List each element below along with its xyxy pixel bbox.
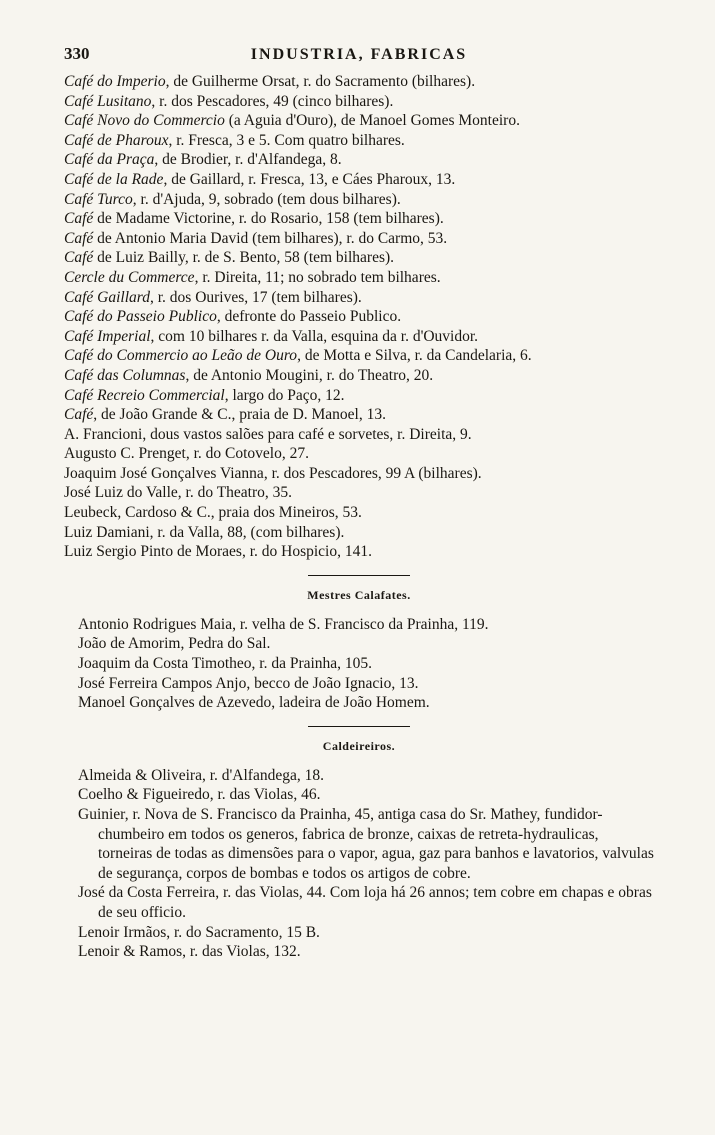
- entry-details: , r. do Theatro, 35.: [177, 484, 293, 502]
- entry-name: Café das Columnas: [64, 366, 186, 384]
- page-number: 330: [64, 44, 90, 63]
- list-item: José Ferreira Campos Anjo, becco de João Ignacio, 13.: [78, 674, 419, 692]
- list-item: [64, 503, 654, 523]
- entry-name: Café Turco: [64, 190, 133, 208]
- list-item: [64, 229, 654, 249]
- entry-details: , dous vastos salões para café e sorvetes, r. Direita, 9.: [142, 425, 472, 443]
- list-item: [64, 111, 654, 131]
- entry-name: Augusto C. Prenget: [64, 445, 186, 463]
- entry-name: Café: [64, 210, 94, 228]
- entry-name: Café de Pharoux: [64, 131, 169, 149]
- cafe-list: [64, 72, 654, 562]
- entry-name: Café Imperial: [64, 327, 151, 345]
- entry-details: , defronte do Passeio Publico.: [216, 308, 402, 326]
- list-item: [64, 483, 654, 503]
- list-item: [64, 425, 654, 445]
- list-item: [64, 92, 654, 112]
- entry-details: , de João Grande & C., praia de D. Manoel, 13.: [93, 406, 386, 424]
- entry-name: Leubeck, Cardoso & C.: [64, 504, 211, 522]
- list-item: [64, 444, 654, 464]
- entry-details: , r. da Valla, 88, (com bilhares).: [149, 523, 345, 541]
- entry-name: Café Gaillard: [64, 288, 150, 306]
- list-item: Manoel Gonçalves de Azevedo, ladeira de João Homem.: [78, 694, 430, 712]
- list-item: Coelho & Figueiredo, r. das Violas, 46.: [78, 786, 321, 804]
- list-item: [64, 542, 654, 562]
- entry-details: (a Aguia d'Ouro), de Manoel Gomes Monteiro.: [224, 112, 520, 130]
- entry-details: , praia dos Mineiros, 53.: [210, 504, 362, 522]
- list-item: [64, 405, 654, 425]
- entry-name: Cercle du Commerce: [64, 268, 195, 286]
- list-item: [64, 386, 654, 406]
- running-head: INDUSTRIA, FABRICAS: [250, 46, 468, 63]
- entry-details: , de Guilherme Orsat, r. do Sacramento (bilhares).: [165, 73, 476, 90]
- list-item: [64, 288, 654, 308]
- list-item: [64, 248, 654, 268]
- list-item: Lenoir Irmãos, r. do Sacramento, 15 B.: [78, 923, 320, 941]
- entry-name: Café: [64, 249, 94, 267]
- list-item: João de Amorim, Pedra do Sal.: [78, 635, 271, 653]
- list-item: [64, 150, 654, 170]
- list-item: Antonio Rodrigues Maia, r. velha de S. Francisco da Prainha, 119.: [78, 615, 489, 633]
- entry-details: , de Gaillard, r. Fresca, 13, e Cáes Pharoux, 13.: [163, 170, 456, 188]
- entry-details: , de Antonio Mougini, r. do Theatro, 20.: [185, 366, 434, 384]
- list-item: Lenoir & Ramos, r. das Violas, 132.: [78, 943, 301, 961]
- list-item: José da Costa Ferreira, r. das Violas, 44. Com loja há 26 annos; tem cobre em chapas e obras de seu officio.: [78, 884, 652, 921]
- list-item: Almeida & Oliveira, r. d'Alfandega, 18.: [78, 766, 324, 784]
- entry-details: , r. dos Pescadores, 99 A (bilhares).: [263, 464, 482, 482]
- section-title-caldeireiros: Caldeireiros.: [322, 738, 396, 753]
- entry-name: Joaquim José Gonçalves Vianna: [64, 464, 264, 482]
- list-item: [64, 464, 654, 484]
- entry-name: Café da Praça: [64, 151, 155, 169]
- list-item: [64, 307, 654, 327]
- entry-name: Café de la Rade: [64, 170, 164, 188]
- list-item: [64, 366, 654, 386]
- entry-details: , com 10 bilhares r. da Valla, esquina da r. d'Ouvidor.: [150, 327, 479, 345]
- list-item: [64, 327, 654, 347]
- entry-details: , r. Fresca, 3 e 5. Com quatro bilhares.: [168, 131, 405, 149]
- entry-name: Luiz Damiani: [64, 523, 150, 541]
- list-item: [64, 190, 654, 210]
- entry-name: Café Lusitano: [64, 92, 152, 110]
- list-item: [64, 72, 654, 92]
- document-page: [64, 44, 654, 962]
- entry-details: , r. dos Ourives, 17 (tem bilhares).: [149, 288, 362, 306]
- list-item: [64, 209, 654, 229]
- list-item: [64, 268, 654, 288]
- entry-name: Luiz Sergio Pinto de Moraes: [64, 543, 242, 561]
- entry-details: de Luiz Bailly, r. de S. Bento, 58 (tem bilhares).: [93, 249, 395, 267]
- entry-name: Café Novo do Commercio: [64, 112, 225, 130]
- entry-details: de Antonio Maria David (tem bilhares), r. do Carmo, 53.: [93, 229, 448, 247]
- entry-name: Café Recreio Commercial: [64, 386, 225, 404]
- entry-name: Café do Commercio ao Leão de Ouro: [64, 347, 298, 365]
- entry-details: , largo do Paço, 12.: [224, 386, 345, 404]
- entry-details: , r. do Cotovelo, 27.: [185, 445, 309, 463]
- list-item: [64, 523, 654, 543]
- caldeireiros-list: [78, 766, 654, 962]
- entry-name: Café do Passeio Publico: [64, 308, 217, 326]
- entry-name: Café do Imperio: [64, 73, 166, 90]
- section-title-mestres: Mestres Calafates.: [307, 587, 411, 602]
- entry-name: A. Francioni: [64, 425, 143, 443]
- entry-details: , de Brodier, r. d'Alfandega, 8.: [154, 151, 342, 169]
- entry-name: Café: [64, 229, 94, 247]
- entry-details: , r. Direita, 11; no sobrado tem bilhares.: [194, 268, 441, 286]
- list-item: [64, 346, 654, 366]
- entry-details: , de Motta e Silva, r. da Candelaria, 6.: [297, 347, 532, 365]
- page-header: [64, 44, 654, 72]
- entry-name: José Luiz do Valle: [64, 484, 178, 502]
- list-item: Joaquim da Costa Timotheo, r. da Prainha, 105.: [78, 655, 373, 673]
- entry-details: de Madame Victorine, r. do Rosario, 158 (tem bilhares).: [93, 210, 444, 228]
- entry-name: Café: [64, 406, 94, 424]
- section-divider: [308, 575, 410, 576]
- entry-details: , r. do Hospicio, 141.: [241, 543, 372, 561]
- list-item: [64, 131, 654, 151]
- mestres-list: [78, 615, 654, 713]
- section-divider: [308, 726, 410, 727]
- entry-details: , r. d'Ajuda, 9, sobrado (tem dous bilhares).: [132, 190, 401, 208]
- list-item: Guinier, r. Nova de S. Francisco da Prainha, 45, antiga casa do Sr. Mathey, fundidor-chumbeiro em todos os generos, fabrica de bronze, caixas de retreta-hydraulicas, torneiras de todas as dimensões para o vapor, agua, gaz para banhos e lavatorios, valvulas de segurança, corpos de bombas e todos os artigos de cobre.: [78, 806, 654, 882]
- entry-details: , r. dos Pescadores, 49 (cinco bilhares).: [151, 92, 394, 110]
- list-item: [64, 170, 654, 190]
